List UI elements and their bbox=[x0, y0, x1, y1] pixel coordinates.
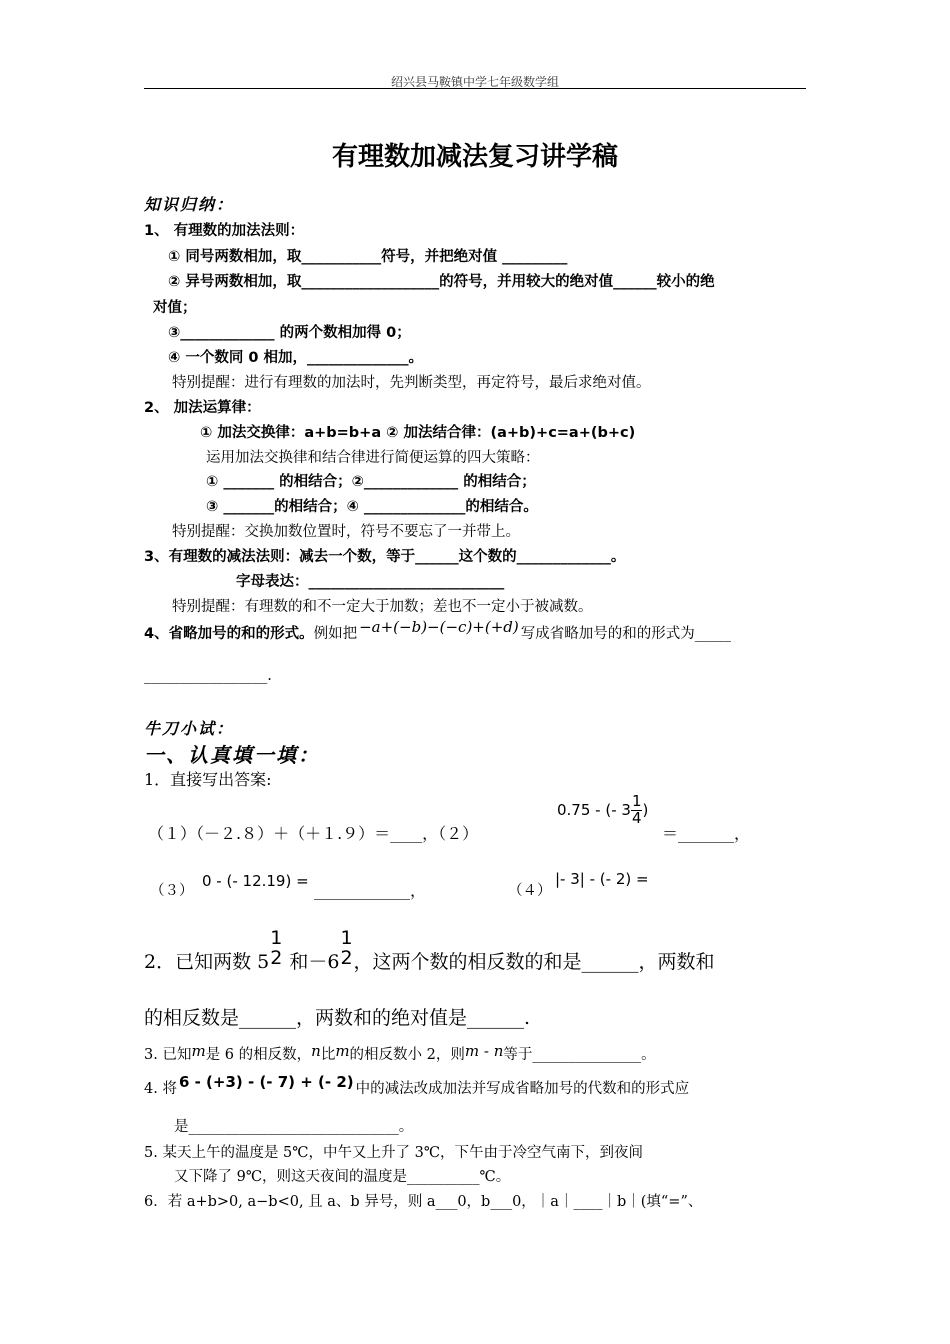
q3-text-a: 3. 已知 bbox=[144, 1047, 192, 1063]
fraction-denominator: 2 bbox=[340, 946, 353, 969]
q2-line2: 的相反数是______，两数和的绝对值是______. bbox=[144, 1007, 531, 1029]
q2-fraction-1 bbox=[269, 929, 283, 969]
q5-line1: 5. 某天上午的温度是 5℃，中午又上升了 3℃，下午由于冷空气南下，到夜间 bbox=[144, 1145, 644, 1161]
rule1-item-b-cont: 对值； bbox=[153, 300, 197, 316]
fraction-numerator: 1 bbox=[270, 927, 283, 949]
q2-line1 bbox=[144, 927, 715, 983]
q3-var-m2: m bbox=[335, 1042, 350, 1060]
rule1-item-a: ① 同号两数相加，取___________符号，并把绝对值 _________ bbox=[168, 249, 568, 265]
fraction-denominator: 2 bbox=[270, 946, 283, 969]
rule1-item-d: ④ 一个数同 0 相加，______________。 bbox=[168, 350, 424, 366]
q1-part3-expression: 0 - (- 12.19) = bbox=[202, 872, 309, 890]
q3-line bbox=[144, 1043, 656, 1064]
fraction-numerator: 1 bbox=[340, 927, 353, 949]
rule1-tip: 特别提醒：进行有理数的加法时，先判断类型，再定符号，最后求绝对值。 bbox=[172, 375, 651, 391]
fill-in-heading: 一、认真填一填： bbox=[144, 743, 320, 767]
rule1-title: 1、 有理数的加法法则： bbox=[144, 223, 305, 239]
fraction-denominator: 4 bbox=[631, 808, 642, 827]
q3-text-c: 比 bbox=[320, 1047, 336, 1063]
rule4-suffix: 写成省略加号的和的形式为_____ bbox=[520, 626, 731, 642]
rule1-item-b: ② 异号两数相加，取___________________的符号，并用较大的绝对值______较小的绝 bbox=[168, 274, 715, 290]
knowledge-heading: 知识归纳： bbox=[144, 195, 235, 214]
q6-line: 6．若 a+b>0, a−b<0, 且 a、b 异号，则 a___0，b___0，｜a｜____｜b｜(填“=”、 bbox=[144, 1194, 703, 1210]
q1-part1: （１）（－２.８）＋（＋１.９）＝____，（２） bbox=[148, 824, 479, 843]
rule3: 3、有理数的减法法则：减去一个数，等于______这个数的_____________。 bbox=[144, 549, 626, 565]
q1-part3-answer: ____________， bbox=[314, 881, 427, 900]
rule4-prefix: 例如把 bbox=[313, 626, 358, 642]
rule2-title: 2、 加法运算律： bbox=[144, 400, 261, 416]
q3-var-n: n bbox=[311, 1042, 321, 1060]
q2-text-c: ，这两个数的相反数的和是______，两数和 bbox=[353, 950, 715, 973]
rule2-strategy: 运用加法交换律和结合律进行简便运算的四大策略： bbox=[206, 450, 540, 466]
rule2-strategy-3-4: ③ _______的相结合；④ ______________的相结合。 bbox=[206, 499, 538, 515]
practice-heading: 牛刀小试： bbox=[144, 719, 235, 738]
q1-part2-close: ) bbox=[642, 800, 649, 819]
rule1-item-c: ③_____________ 的两个数相加得 0； bbox=[168, 325, 411, 341]
rule3-letter-expression: 字母表达：___________________________ bbox=[236, 574, 505, 590]
q3-text-e: 等于_______________。 bbox=[503, 1047, 656, 1063]
q4-text-a: 4. 将 bbox=[144, 1081, 177, 1097]
q2-fraction-2 bbox=[339, 929, 353, 969]
rule2-strategy-1-2: ① _______ 的相结合；②_____________ 的相结合； bbox=[206, 474, 536, 490]
page-header: 绍兴县马鞍镇中学七年级数学组 bbox=[390, 75, 559, 89]
q3-text-d: 的相反数小 2，则 bbox=[349, 1047, 465, 1063]
q3-expression: m - n bbox=[464, 1042, 504, 1060]
q1-part2-answer: ＝_______， bbox=[662, 824, 751, 843]
rule4-answer-line: _________________. bbox=[144, 668, 272, 684]
q3-text-b: 是 6 的相反数， bbox=[205, 1047, 312, 1063]
q4-text-b: 中的减法改成加法并写成省略加号的代数和的形式应 bbox=[355, 1081, 690, 1097]
q4-line1 bbox=[144, 1073, 690, 1098]
q1-title: 1．直接写出答案: bbox=[144, 770, 272, 789]
q4-expression: 6 - (+3) - (- 7) + (- 2) bbox=[178, 1073, 354, 1091]
q2-text-b: 和－6 bbox=[283, 950, 340, 973]
header-rule bbox=[144, 88, 806, 89]
q1-part2-expression bbox=[557, 794, 648, 827]
q1-part2-expr-text: 0.75 - (- 3 bbox=[557, 800, 631, 819]
q4-line2: 是_____________________________。 bbox=[174, 1119, 414, 1135]
q2-text-a: 2．已知两数 5 bbox=[144, 950, 270, 973]
fraction-numerator: 1 bbox=[631, 792, 642, 810]
rule3-tip: 特别提醒：有理数的和不一定大于加数；差也不一定小于被减数。 bbox=[172, 599, 593, 615]
q1-part3-label: （３） bbox=[150, 883, 194, 899]
rule2-laws: ① 加法交换律：a+b=b+a ② 加法结合律：(a+b)+c=a+(b+c) bbox=[200, 425, 636, 441]
rule2-tip: 特别提醒：交换加数位置时，符号不要忘了一并带上。 bbox=[172, 524, 520, 540]
q1-part2-fraction bbox=[631, 794, 643, 827]
rule4-expression: −a+(−b)−(−c)+(+d) bbox=[359, 618, 519, 636]
q3-var-m: m bbox=[191, 1042, 206, 1060]
q1-part4-expression: |- 3| - (- 2) = bbox=[555, 870, 649, 888]
q1-part4-label: （４） bbox=[508, 883, 552, 899]
page-title: 有理数加减法复习讲学稿 bbox=[331, 142, 618, 172]
rule4-title: 4、省略加号的和的形式。 bbox=[144, 626, 314, 642]
rule4-line bbox=[144, 618, 731, 643]
q5-line2: 又下降了 9℃，则这天夜间的温度是__________℃。 bbox=[174, 1169, 511, 1185]
